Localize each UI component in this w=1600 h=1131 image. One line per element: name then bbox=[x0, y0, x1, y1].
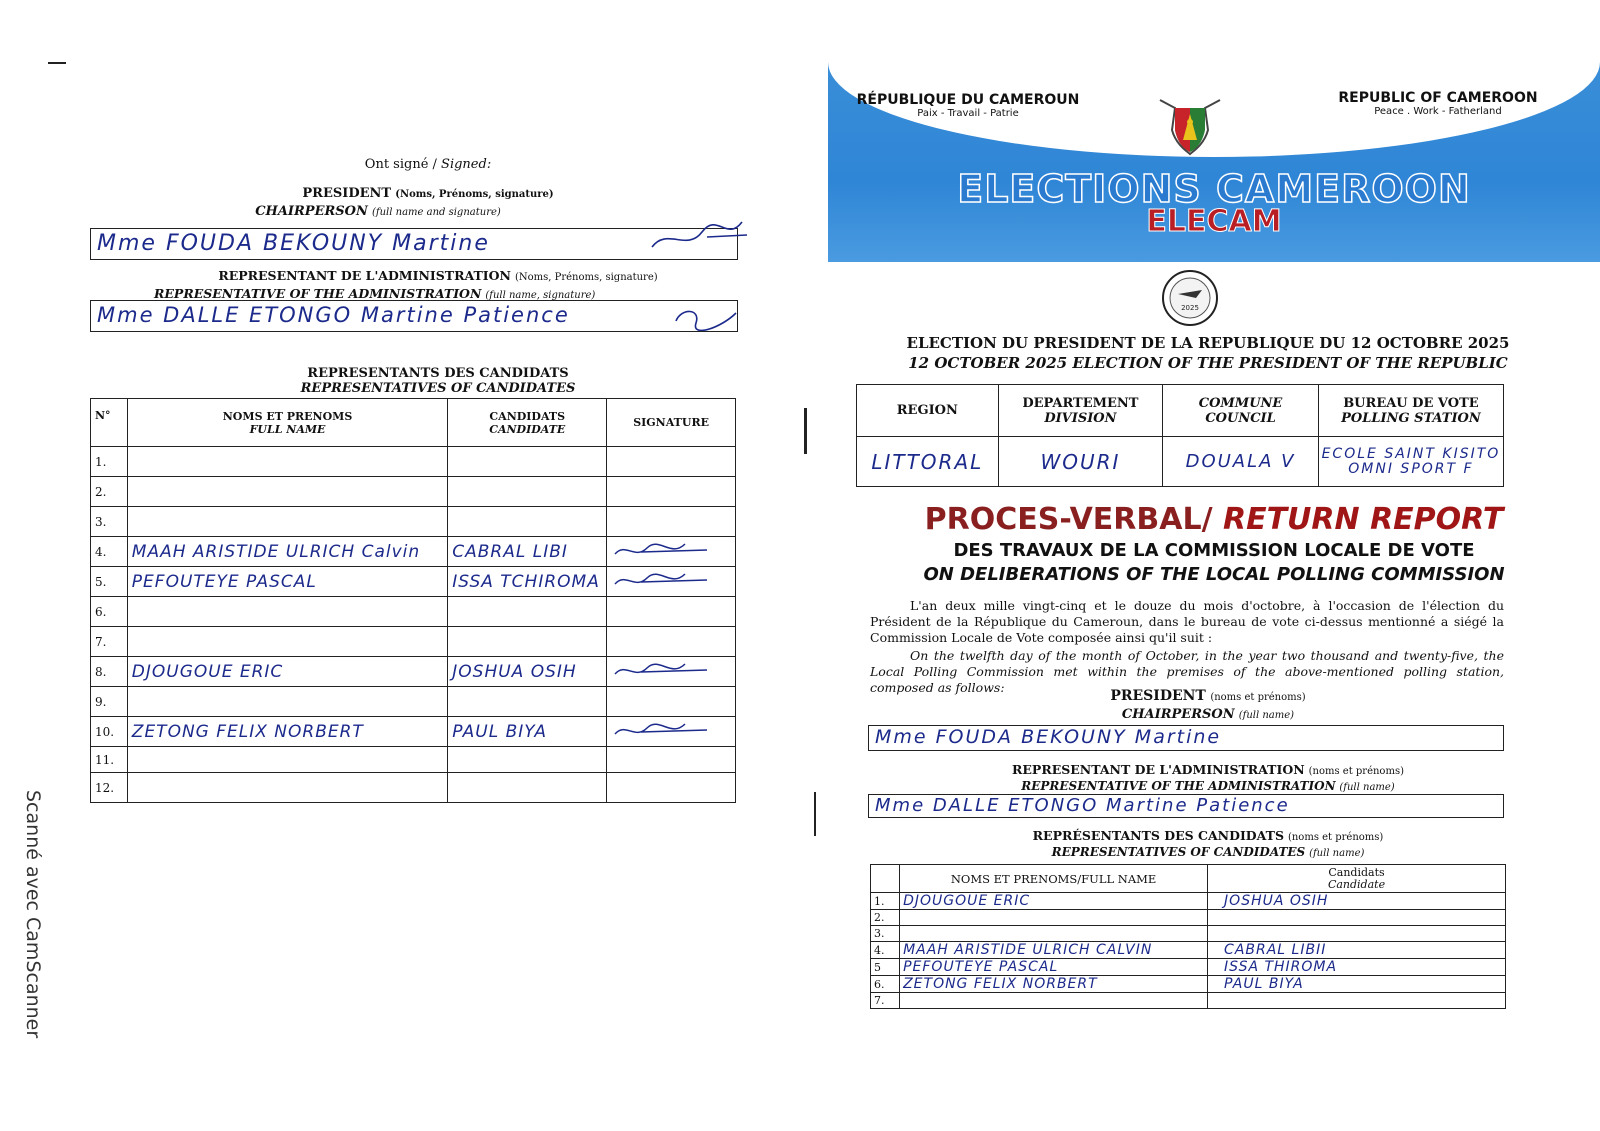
signature-mark bbox=[611, 658, 721, 682]
row-signature bbox=[607, 627, 736, 657]
chairperson-heading-right: CHAIRPERSON (full name) bbox=[1121, 707, 1295, 722]
rep-row-full-name: PEFOUTEYE PASCAL bbox=[900, 959, 1208, 976]
rep-row-candidate: JOSHUA OSIH bbox=[1208, 893, 1506, 910]
location-table bbox=[856, 384, 1504, 487]
header-council: COMMUNE COUNCIL bbox=[1163, 385, 1319, 437]
table-row bbox=[871, 959, 1506, 976]
reps-heading: REPRESENTANTS DES CANDIDATS REPRESENTATIVES OF CANDIDATES bbox=[300, 366, 576, 396]
president-heading: PRESIDENT (Noms, Prénoms, signature) bbox=[302, 186, 554, 201]
admin-heading-en: REPRESENTATIVE OF THE ADMINISTRATION (full name, signature) bbox=[154, 286, 596, 301]
reps-heading-right: REPRÉSENTANTS DES CANDIDATS (noms et prénoms) bbox=[1032, 828, 1384, 843]
row-candidate bbox=[448, 477, 607, 507]
row-number: 7. bbox=[91, 627, 128, 657]
rep-row-number: 3. bbox=[871, 926, 900, 942]
rep-row-candidate bbox=[1208, 926, 1506, 942]
rep-row-candidate bbox=[1208, 910, 1506, 926]
report-subtitle-fr: DES TRAVAUX DE LA COMMISSION LOCALE DE VOTE bbox=[953, 540, 1475, 561]
table-header-row bbox=[91, 399, 736, 447]
president-signature bbox=[647, 217, 757, 257]
row-number: 1. bbox=[91, 447, 128, 477]
report-subtitle-en: ON DELIBERATIONS OF THE LOCAL POLLING COMMISSION bbox=[923, 564, 1505, 585]
rep-col-number bbox=[871, 865, 900, 893]
table-row bbox=[91, 567, 736, 597]
header-region: REGION bbox=[857, 385, 999, 437]
col-signature: SIGNATURE bbox=[607, 399, 736, 447]
signature-mark bbox=[611, 718, 721, 742]
row-candidate bbox=[448, 447, 607, 477]
republic-fr: RÉPUBLIQUE DU CAMEROUN Paix - Travail - Patrie bbox=[856, 92, 1080, 119]
admin-heading-right: REPRESENTANT DE L'ADMINISTRATION (noms et prénoms) bbox=[1012, 762, 1404, 777]
row-signature bbox=[607, 687, 736, 717]
location-header-row bbox=[857, 385, 1504, 437]
row-signature bbox=[607, 477, 736, 507]
region-value: LITTORAL bbox=[857, 437, 999, 487]
row-signature bbox=[607, 537, 736, 567]
row-number: 4. bbox=[91, 537, 128, 567]
intro-paragraph-fr: L'an deux mille vingt-cinq et le douze du mois d'octobre, à l'occasion de l'élection du Président de la République du Cameroun, dans le bureau de vote ci-dessus mentionné a siégé la Commission Locale de Vote composée ainsi qu'il suit : bbox=[870, 598, 1504, 645]
row-candidate bbox=[448, 597, 607, 627]
row-signature bbox=[607, 567, 736, 597]
admin-heading-en-right: REPRESENTATIVE OF THE ADMINISTRATION (full name) bbox=[1021, 779, 1395, 793]
rep-row-candidate: CABRAL LIBII bbox=[1208, 942, 1506, 959]
polling-station-value: ECOLE SAINT KISITO OMNI SPORT F bbox=[1318, 437, 1503, 487]
rep-col-name: NOMS ET PRENOMS/FULL NAME bbox=[900, 865, 1208, 893]
scan-mark bbox=[804, 408, 807, 454]
row-signature bbox=[607, 597, 736, 627]
table-row bbox=[91, 657, 736, 687]
row-number: 2. bbox=[91, 477, 128, 507]
row-candidate: CABRAL LIBI bbox=[448, 537, 607, 567]
rep-row-full-name bbox=[900, 926, 1208, 942]
row-signature bbox=[607, 657, 736, 687]
candidate-reps-table-right bbox=[870, 864, 1506, 1009]
row-number: 3. bbox=[91, 507, 128, 537]
svg-text:2025: 2025 bbox=[1181, 304, 1199, 312]
admin-field bbox=[90, 300, 738, 332]
row-candidate: JOSHUA OSIH bbox=[448, 657, 607, 687]
rep-row-full-name bbox=[900, 910, 1208, 926]
row-signature bbox=[607, 717, 736, 747]
table-row bbox=[91, 537, 736, 567]
rep-col-candidate: Candidats Candidate bbox=[1208, 865, 1506, 893]
table-row bbox=[91, 687, 736, 717]
president-heading-right: PRESIDENT (noms et prénoms) bbox=[1110, 688, 1306, 704]
header-polling-station: BUREAU DE VOTE POLLING STATION bbox=[1318, 385, 1503, 437]
row-signature bbox=[607, 747, 736, 773]
report-title: PROCES-VERBAL/ RETURN REPORT bbox=[924, 502, 1504, 537]
intro-paragraph-en: On the twelfth day of the month of October, in the year two thousand and twenty-five, the Local Polling Commission met within the premises of the above-mentioned polling station, composed as follows: bbox=[870, 648, 1504, 695]
rep-row-candidate bbox=[1208, 993, 1506, 1009]
row-signature bbox=[607, 447, 736, 477]
admin-value: Mme DALLE ETONGO Martine Patience bbox=[97, 303, 570, 327]
header-division: DEPARTEMENT DIVISION bbox=[998, 385, 1163, 437]
location-value-row bbox=[857, 437, 1504, 487]
election-title-fr: ELECTION DU PRESIDENT DE LA REPUBLIQUE DU 12 OCTOBRE 2025 bbox=[906, 334, 1510, 352]
table-row bbox=[871, 893, 1506, 910]
row-number: 12. bbox=[91, 773, 128, 803]
row-full-name bbox=[127, 597, 447, 627]
table-row bbox=[91, 477, 736, 507]
row-full-name bbox=[127, 773, 447, 803]
row-signature bbox=[607, 507, 736, 537]
rep-row-candidate: PAUL BIYA bbox=[1208, 976, 1506, 993]
row-number: 10. bbox=[91, 717, 128, 747]
table-row bbox=[91, 627, 736, 657]
rep-row-full-name: ZETONG FELIX NORBERT bbox=[900, 976, 1208, 993]
rep-row-full-name bbox=[900, 993, 1208, 1009]
table-row bbox=[91, 717, 736, 747]
row-number: 8. bbox=[91, 657, 128, 687]
admin-heading: REPRESENTANT DE L'ADMINISTRATION (Noms, Prénoms, signature) bbox=[218, 268, 658, 283]
reps-heading-en-right: REPRESENTATIVES OF CANDIDATES (full name) bbox=[1051, 845, 1365, 859]
org-abbr: ELECAM bbox=[1146, 204, 1282, 239]
table-row bbox=[91, 773, 736, 803]
row-number: 6. bbox=[91, 597, 128, 627]
chairperson-heading: CHAIRPERSON (full name and signature) bbox=[255, 204, 501, 219]
rep-row-number: 5 bbox=[871, 959, 900, 976]
row-full-name bbox=[127, 687, 447, 717]
signature-mark bbox=[611, 538, 721, 562]
row-candidate bbox=[448, 773, 607, 803]
camscanner-watermark: Scanné avec CamScanner bbox=[22, 790, 44, 1039]
row-candidate bbox=[448, 507, 607, 537]
rep-row-number: 2. bbox=[871, 910, 900, 926]
election-seal-icon bbox=[1160, 268, 1220, 328]
row-full-name bbox=[127, 477, 447, 507]
council-value: DOUALA V bbox=[1163, 437, 1319, 487]
row-full-name bbox=[127, 627, 447, 657]
scan-mark bbox=[814, 792, 816, 836]
row-candidate bbox=[448, 687, 607, 717]
org-name: ELECTIONS CAMEROON bbox=[957, 167, 1471, 211]
rep-row-number: 1. bbox=[871, 893, 900, 910]
right-page bbox=[828, 62, 1600, 1062]
rep-row-number: 4. bbox=[871, 942, 900, 959]
row-number: 9. bbox=[91, 687, 128, 717]
row-full-name bbox=[127, 747, 447, 773]
rep-row-candidate: ISSA THIROMA bbox=[1208, 959, 1506, 976]
col-candidate: CANDIDATS CANDIDATE bbox=[448, 399, 607, 447]
table-row bbox=[871, 993, 1506, 1009]
table-row bbox=[91, 447, 736, 477]
admin-signature bbox=[671, 303, 741, 331]
rep-row-number: 6. bbox=[871, 976, 900, 993]
row-signature bbox=[607, 773, 736, 803]
president-field-right bbox=[868, 725, 1504, 751]
table-row bbox=[871, 926, 1506, 942]
coat-of-arms-icon bbox=[1150, 90, 1230, 158]
row-candidate bbox=[448, 627, 607, 657]
table-row bbox=[871, 910, 1506, 926]
rep-row-number: 7. bbox=[871, 993, 900, 1009]
row-candidate: ISSA TCHIROMA bbox=[448, 567, 607, 597]
row-full-name: PEFOUTEYE PASCAL bbox=[127, 567, 447, 597]
admin-field-right bbox=[868, 794, 1504, 818]
rep-header-row bbox=[871, 865, 1506, 893]
col-name: NOMS ET PRENOMS FULL NAME bbox=[127, 399, 447, 447]
president-value: Mme FOUDA BEKOUNY Martine bbox=[97, 231, 490, 256]
election-title-en: 12 OCTOBER 2025 ELECTION OF THE PRESIDENT OF THE REPUBLIC bbox=[908, 354, 1508, 372]
table-row bbox=[91, 507, 736, 537]
row-full-name: ZETONG FELIX NORBERT bbox=[127, 717, 447, 747]
president-field bbox=[90, 228, 738, 260]
row-full-name bbox=[127, 447, 447, 477]
division-value: WOURI bbox=[998, 437, 1163, 487]
table-row bbox=[871, 976, 1506, 993]
row-candidate: PAUL BIYA bbox=[448, 717, 607, 747]
left-page bbox=[48, 0, 788, 1131]
row-number: 5. bbox=[91, 567, 128, 597]
signed-label: Ont signé / Signed: bbox=[364, 157, 492, 172]
republic-en: REPUBLIC OF CAMEROON Peace . Work - Fatherland bbox=[1338, 90, 1538, 117]
table-row bbox=[91, 747, 736, 773]
president-value-right: Mme FOUDA BEKOUNY Martine bbox=[875, 726, 1222, 748]
row-candidate bbox=[448, 747, 607, 773]
rep-row-full-name: DJOUGOUE ERIC bbox=[900, 893, 1208, 910]
table-row bbox=[91, 597, 736, 627]
row-full-name bbox=[127, 507, 447, 537]
table-row bbox=[871, 942, 1506, 959]
col-number: N° bbox=[91, 399, 128, 447]
scan-mark bbox=[48, 62, 66, 64]
row-full-name: DJOUGOUE ERIC bbox=[127, 657, 447, 687]
admin-value-right: Mme DALLE ETONGO Martine Patience bbox=[875, 795, 1290, 816]
signature-mark bbox=[611, 568, 721, 592]
row-full-name: MAAH ARISTIDE ULRICH Calvin bbox=[127, 537, 447, 567]
candidate-reps-table bbox=[90, 398, 736, 803]
row-number: 11. bbox=[91, 747, 128, 773]
rep-row-full-name: MAAH ARISTIDE ULRICH CALVIN bbox=[900, 942, 1208, 959]
